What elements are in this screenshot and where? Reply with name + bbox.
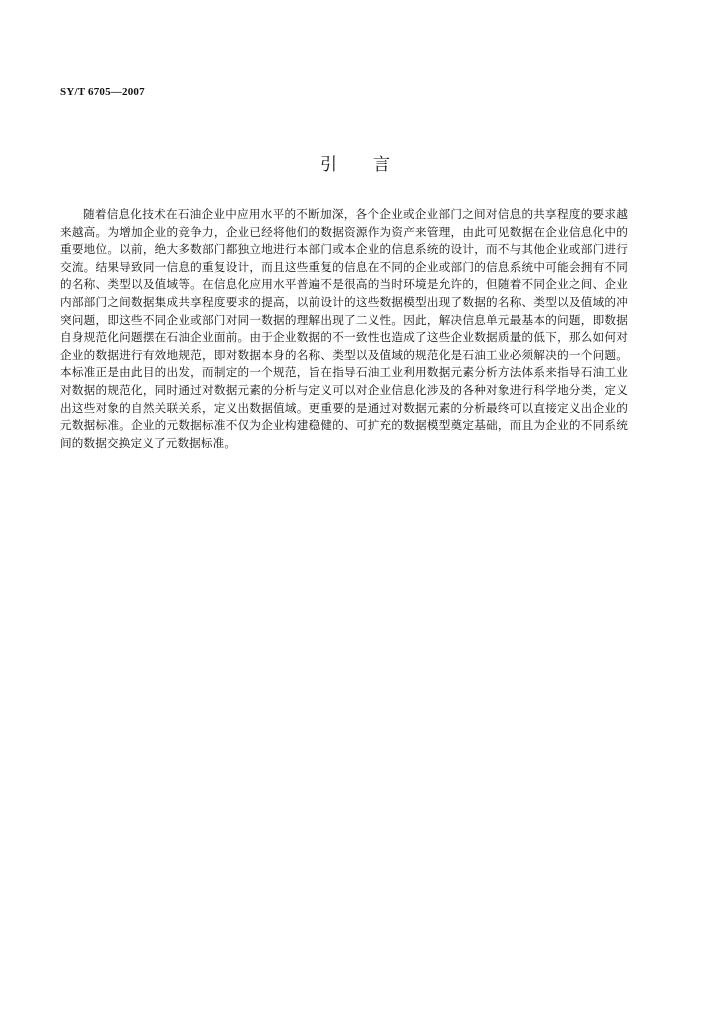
introduction-paragraph: 随着信息化技术在石油企业中应用水平的不断加深，各个企业或企业部门之间对信息的共享程度的要求越来越高。为增加企业的竞争力，企业已经将他们的数据资源作为资产来管理，由此可见数据在企业信息化中的重要地位。以前，绝大多数部门都独立地进行本部门或本企业的信息系统的设计，而不与其他企业或部门进行交流。结果导致同一信息的重复设计，而且这些重复的信息在不同的企业或部门的信息系统中可能会拥有不同的名称、类型以及值域等。在信息化应用水平普遍不是很高的当时环境是允许的，但随着不同企业之间、企业内部部门之间数据集成共享程度要求的提高，以前设计的这些数据模型出现了数据的名称、类型以及值域的冲突问题，即这些不同企业或部门对同一数据的理解出现了二义性。因此，解决信息单元最基本的问题，即数据自身规范化问题摆在石油企业面前。由于企业数据的不一致性也造成了这些企业数据质量的低下，那么如何对企业的数据进行有效地规范，即对数据本身的名称、类型以及值域的规范化是石油工业必须解决的一个问题。本标准正是由此目的出发，而制定的一个规范，旨在指导石油工业利用数据元素分析方法体系来指导石油工业对数据的规范化，同时通过对数据元素的分析与定义可以对企业信息化涉及的各种对象进行科学地分类，定义出这些对象的自然关联关系，定义出数据值域。更重要的是通过对数据元素的分析最终可以直接定义出企业的元数据标准。企业的元数据标准不仅为企业构建稳健的、可扩充的数据模型奠定基础，而且为企业的不同系统间的数据交换定义了元数据标准。	[60, 207, 628, 450]
section-title: 引言	[320, 155, 426, 175]
standard-code-header: SY/T 6705—2007	[60, 86, 145, 98]
